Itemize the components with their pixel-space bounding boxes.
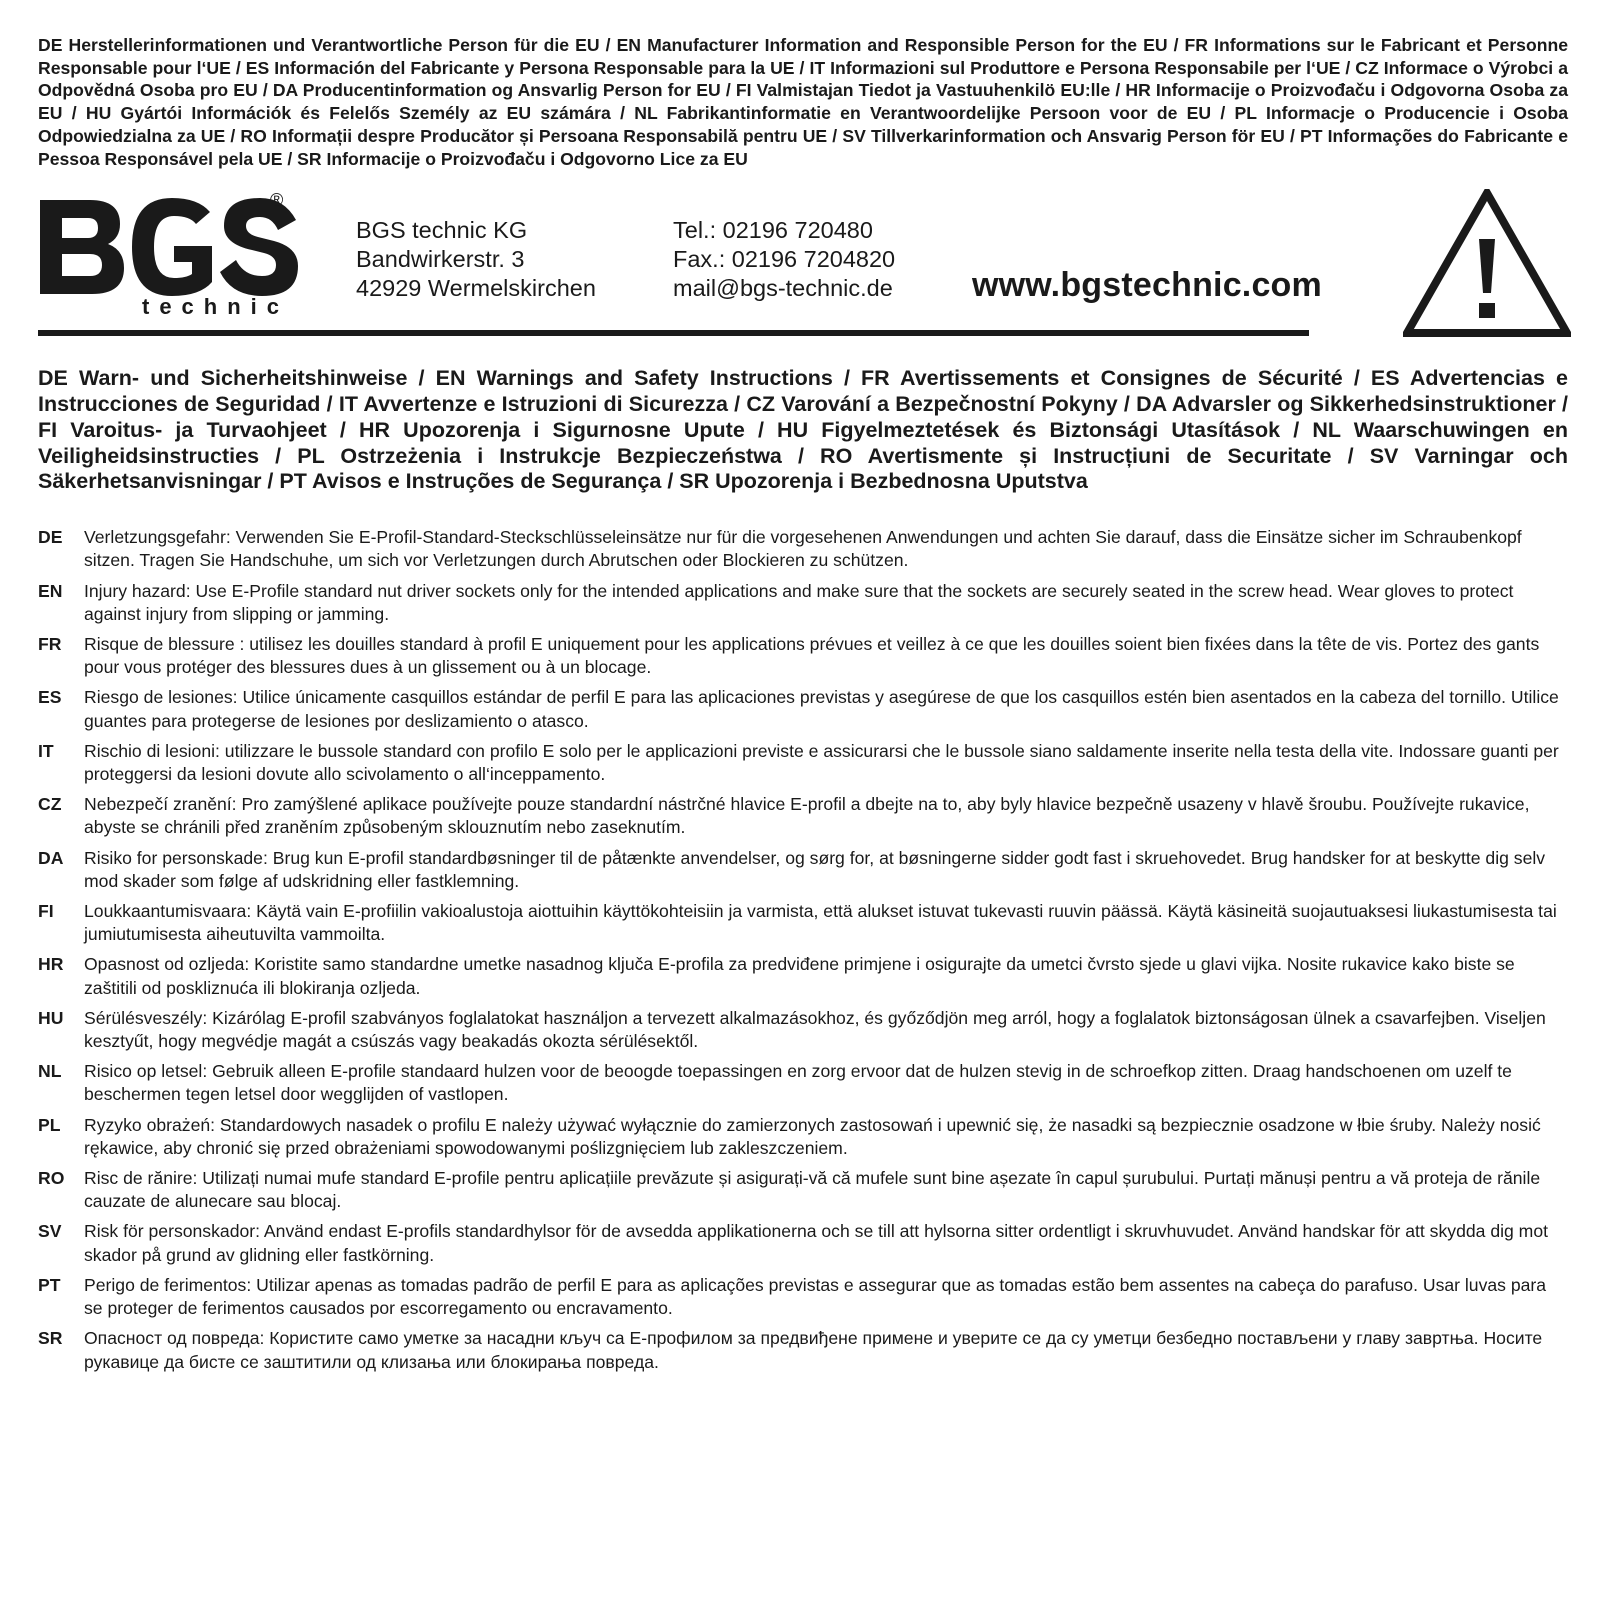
company-fax: Fax.: 02196 7204820 — [673, 246, 896, 273]
warning-item — [38, 633, 1568, 679]
warning-text: Perigo de ferimentos: Utilizar apenas as tomadas padrão de perfil E para as aplicações previstas e assegurar que as tomadas estão bem assentes na cabeça do parafuso. Usar luvas para se proteger de ferimentos causados por escorregamento ou encravamento. — [84, 1274, 1547, 1319]
warning-item — [38, 1220, 1568, 1266]
company-address — [356, 216, 596, 303]
warning-language-code: CZ — [38, 794, 62, 815]
warning-item — [38, 953, 1568, 999]
manufacturer-info-heading: DE Herstellerinformationen und Verantwortliche Person für die EU / EN Manufacturer Information and Responsible Person for the EU / FR Informations sur le Fabricant et Personne Responsable pour l‘UE / ES Información del Fabricante y Persona Responsable para la UE / IT Informazioni sul Produttore e Persona Responsabile per l‘UE / CZ Informace o Výrobci a Odpovědná Osoba pro EU / DA Producentinformation og Ansvarlig Person for EU / FI Valmistajan Tiedot ja Vastuuhenkilö EU:lle / HR Informacije o Proizvođaču i Odgovorna Osoba za EU / HU Gyártói Információk és Felelős Személy az EU számára / NL Fabrikantinformatie en Verantwoordelijke Persoon voor de EU / PL Informacje o Producencie i Osoba Odpowiedzialna za UE / RO Informații despre Producător și Persoana Responsabilă pentru UE / SV Tillverkarinformation och Ansvarig Person för EU / PT Informações do Fabricante e Pessoa Responsável pela UE / SR Informacije o Proizvođaču i Odgovorno Lice za EU — [38, 35, 1568, 169]
warning-language-code: HU — [38, 1007, 64, 1028]
logo-subtitle: technic — [142, 294, 290, 317]
company-email[interactable]: mail@bgs-technic.de — [673, 275, 893, 302]
warning-text: Injury hazard: Use E-Profile standard nut driver sockets only for the intended applications and make sure that the sockets are securely seated in the screw head. Wear gloves to protect against injury from slipping or jamming. — [84, 580, 1514, 624]
warning-text: Risk för personskador: Använd endast E-profils standardhylsor för de avsedda applikationerna och se till att hylsorna sitter ordentligt i skruvhuvudet. Använd handskar för att skydda dig mot skador på grund av glidning eller fastkörning. — [84, 1221, 1549, 1265]
warning-text: Verletzungsgefahr: Verwenden Sie E-Profil-Standard-Steckschlüsseleinsätze nur für die vorgesehenen Anwendungen und achten Sie darauf, dass die Einsätze sicher im Schraubenkopf sitzen. Tragen Sie Handschuhe, um sich vor Verletzungen durch Abrutschen oder Blockieren zu schützen. — [84, 527, 1522, 571]
warning-language-code: DE — [38, 527, 63, 548]
warning-language-code: NL — [38, 1061, 62, 1082]
warning-text: Sérülésveszély: Kizárólag E-profil szabványos foglalatokat használjon a tervezett alkalmazásokhoz, és győződjön meg arról, hogy a foglalatok biztonságosan ülnek a csavarfejben. Viseljen kesztyűt, hogy megvédje magát a csúszás vagy beakadás okozta sérülésektől. — [84, 1007, 1546, 1052]
warning-item — [38, 740, 1568, 786]
warning-item — [38, 1274, 1568, 1320]
header-divider — [38, 330, 1309, 336]
warning-language-code: HR — [38, 954, 64, 975]
warning-item — [38, 847, 1568, 893]
warning-item — [38, 526, 1568, 572]
warning-text: Loukkaantumisvaara: Käytä vain E-profiilin vakioalustoja aiottuihin käyttökohteisiin ja varmista, että alukset istuvat tukevasti ruuvin päässä. Käytä käsineitä suojautuaksesi liukastumisesta tai jumiutumisesta aiheutuvilta vammoilta. — [84, 901, 1557, 945]
warning-language-code: SV — [38, 1221, 62, 1242]
warning-item — [38, 580, 1568, 626]
warning-language-code: FR — [38, 634, 62, 655]
company-street: Bandwirkerstr. 3 — [356, 246, 525, 273]
warning-language-code: IT — [38, 740, 54, 761]
warning-text: Risque de blessure : utilisez les douilles standard à profil E uniquement pour les applications prévues et veillez à ce que les douilles soient bien fixées dans la tête de vis. Portez des gants pour vous protéger des blessures dues à un glissement ou à un blocage. — [84, 634, 1540, 678]
company-name: BGS technic KG — [356, 217, 528, 244]
warning-language-code: RO — [38, 1168, 65, 1189]
warnings-list — [38, 526, 1568, 1374]
warning-item — [38, 793, 1568, 839]
warning-text: Risiko for personskade: Brug kun E-profil standardbøsninger til de påtænkte anvendelser, og sørg for, at bøsningerne sidder godt fast i skruehovedet. Brug handsker for at beskytte dig selv mod skader som følge af udskridning eller fastklemning. — [84, 847, 1546, 891]
warning-text: Riesgo de lesiones: Utilice únicamente casquillos estándar de perfil E para las aplicaciones previstas y asegúrese de que los casquillos estén bien asentados en la cabeza del tornillo. Utilice guantes para protegerse de lesiones por deslizamiento o atasco. — [84, 687, 1559, 731]
warning-text: Ryzyko obrażeń: Standardowych nasadek o profilu E należy używać wyłącznie do zamierzonych zastosowań i upewnić się, że nasadki są bezpiecznie osadzone w łbie śruby. Należy nosić rękawice, aby chronić się przed obrażeniami spowodowanymi poślizgnięciem lub zakleszczeniem. — [84, 1114, 1541, 1158]
warning-item — [38, 686, 1568, 732]
warning-language-code: EN — [38, 580, 63, 601]
warning-triangle-icon — [1403, 189, 1571, 337]
warning-language-code: PL — [38, 1114, 61, 1135]
warning-item — [38, 1007, 1568, 1053]
warning-language-code: DA — [38, 847, 64, 868]
bgs-logo — [38, 190, 300, 316]
warning-language-code: PT — [38, 1274, 61, 1295]
warning-item — [38, 1167, 1568, 1213]
warning-language-code: SR — [38, 1328, 63, 1349]
company-city: 42929 Wermelskirchen — [356, 275, 596, 302]
warning-text: Опасност од повреда: Користите само уметке за насадни кључ са Е-профилом за предвиђене примене и уверите се да су уметци безбедно постављени у главу завртња. Носите рукавице да бисте се заштитили од клизања или блокирања повреда. — [84, 1328, 1543, 1372]
warning-item — [38, 1327, 1568, 1373]
safety-instructions-heading: DE Warn- und Sicherheitshinweise / EN Warnings and Safety Instructions / FR Avertissements et Consignes de Sécurité / ES Advertencias e Instrucciones de Seguridad / IT Avvertenze e Istruzioni di Sicurezza / CZ Varování a Bezpečnostní Pokyny / DA Advarsler og Sikkerhedsinstruktioner / FI Varoitus- ja Turvaohjeet / HR Upozorenja i Sigurnosne Upute / HU Figyelmeztetések és Biztonsági Utasítások / NL Waarschuwingen en Veiligheidsinstructies / PL Ostrzeżenia i Instrukcje Bezpieczeństwa / RO Avertismente și Instrucțiuni de Securitate / SV Varningar och Säkerhetsanvisningar / PT Avisos e Instruções de Segurança / SR Upozorenja i Bezbednosna Uputstva — [38, 366, 1568, 494]
warning-item — [38, 900, 1568, 946]
warning-text: Risico op letsel: Gebruik alleen E-profile standaard hulzen voor de beoogde toepassingen en zorg ervoor dat de hulzen stevig in de schroefkop zitten. Draag handschoenen om uzelf te beschermen tegen letsel door wegglijden of vastlopen. — [84, 1061, 1512, 1105]
company-phone: Tel.: 02196 720480 — [673, 217, 873, 244]
warning-item — [38, 1060, 1568, 1106]
warning-language-code: ES — [38, 687, 62, 708]
warning-text: Risc de rănire: Utilizați numai mufe standard E-profile pentru aplicațiile prevăzute și asigurați-vă că mufele sunt bine așezate în capul șurubului. Purtați mănuși pentru a vă proteja de rănile cauzate de alunecare sau blocaj. — [84, 1168, 1541, 1212]
company-website-link[interactable]: www.bgstechnic.com — [972, 266, 1322, 305]
warning-text: Opasnost od ozljeda: Koristite samo standardne umetke nasadnog ključa E-profila za predviđene primjene i osigurajte da umetci čvrsto sjede u glavi vijka. Nosite rukavice kako biste se zaštitili od poskliznuća ili blokiranja ozljeda. — [84, 954, 1515, 998]
warning-language-code: FI — [38, 901, 54, 922]
company-contact — [673, 216, 895, 303]
document-page — [38, 34, 1568, 1381]
company-header — [38, 190, 1568, 350]
warning-text: Nebezpečí zranění: Pro zamýšlené aplikace používejte pouze standardní nástrčné hlavice E-profil a dbejte na to, aby byly hlavice bezpečně usazeny v hlavě šroubu. Používejte rukavice, abyste se chránili před zraněním způsobeným sklouznutím nebo zaseknutím. — [84, 794, 1530, 838]
warning-item — [38, 1114, 1568, 1160]
logo-registered-mark: ® — [270, 190, 284, 211]
warning-text: Rischio di lesioni: utilizzare le bussole standard con profilo E solo per le applicazioni previste e assicurarsi che le bussole siano saldamente inserite nella testa della vite. Indossare guanti per proteggersi da lesioni dovute allo scivolamento o all‘inceppamento. — [84, 740, 1559, 785]
